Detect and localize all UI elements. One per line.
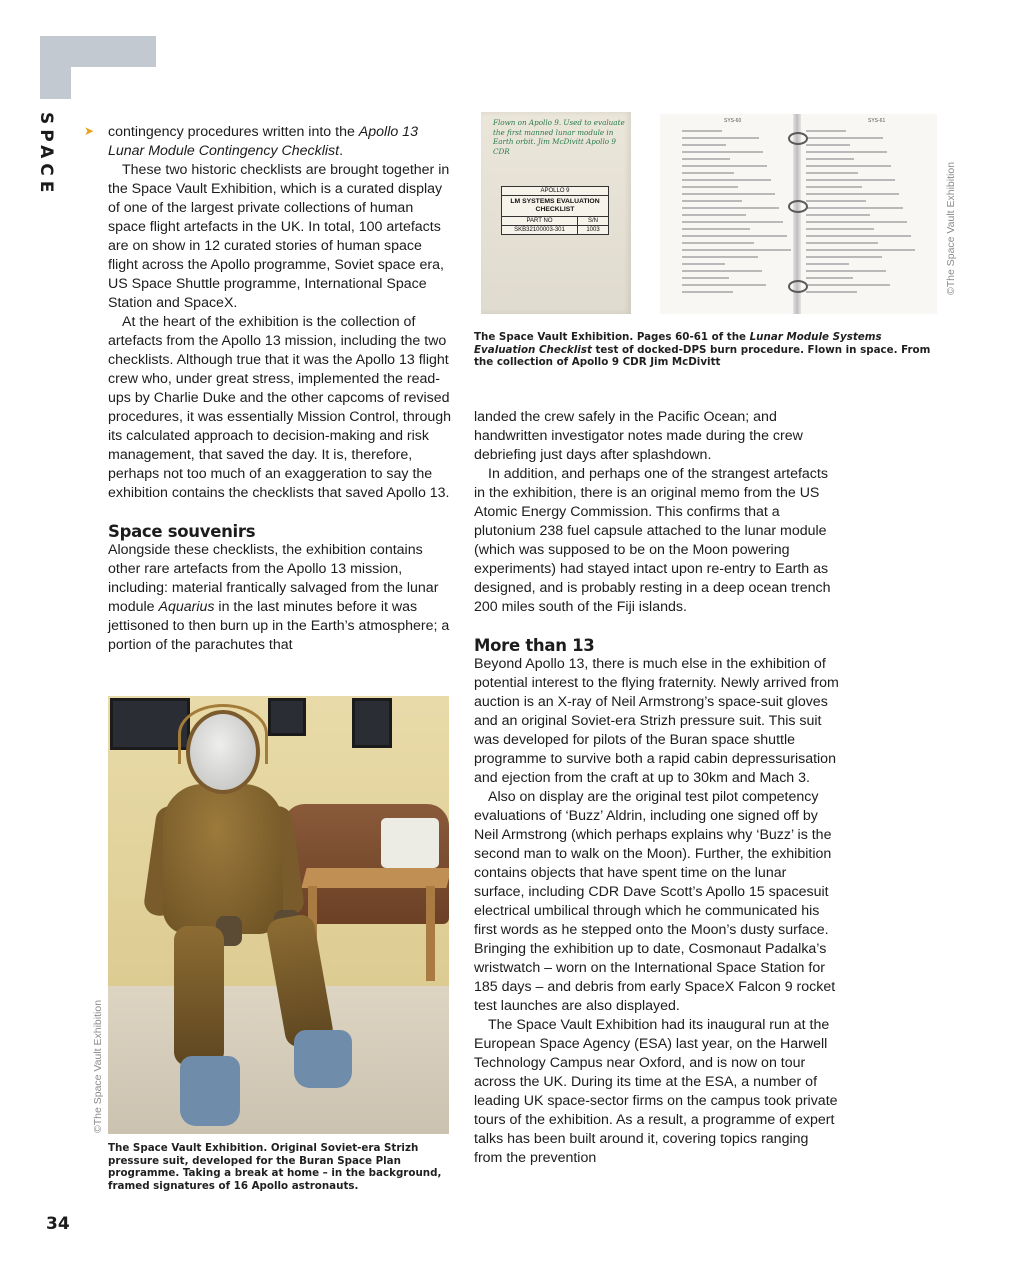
checklist-text-line	[806, 228, 874, 230]
italic-text: Lunar Module Systems Evaluation Checklist	[474, 331, 882, 356]
checklist-text-line	[806, 207, 903, 209]
checklist-text-line	[682, 207, 779, 209]
checklist-right-page	[798, 118, 932, 310]
coffee-table	[301, 868, 449, 888]
text-run: These two historic checklists are brought together in the Space Vault Exhibition, which is a curated display of one of the largest private collections of human space flight artefacts in the UK. In total, 100 artefacts are on show in 12 curated stories of human space flight across the Apollo programme, Soviet space era, US Space Shuttle programme, International Space Station and SpaceX.	[108, 162, 450, 311]
checklist-left-page	[664, 118, 798, 310]
checklist-text-line	[806, 277, 853, 279]
paragraph	[108, 541, 453, 655]
sn-value: 1003	[586, 227, 600, 233]
binder-ring	[788, 280, 808, 293]
continuation-arrow-icon: ➤	[84, 124, 95, 138]
text-run: test of docked-DPS burn procedure. Flown in space. From the collection of Apollo 9 CDR Jim McDivitt	[474, 343, 931, 368]
checklist-title: LM SYSTEMS EVALUATION CHECKLIST	[502, 196, 608, 217]
photo-floor	[108, 986, 449, 1134]
article-column-right	[474, 408, 839, 1168]
checklist-text-line	[806, 284, 890, 286]
text-run: In addition, and perhaps one of the strangest artefacts in the exhibition, there is an original memo from the US Atomic Energy Commission. This confirms that a plutonium 238 fuel capsule attached to the lunar module (which was supposed to be on the Moon powering experiments) had stayed intact upon re-entry to Earth as designed, and is probably resting in a deep ocean trench 200 miles south of the Fiji islands.	[474, 466, 831, 615]
checklist-text-line	[682, 235, 787, 237]
checklist-text-line	[682, 179, 771, 181]
framed-picture	[268, 698, 306, 736]
checklist-text-line	[682, 228, 750, 230]
cushion	[381, 818, 439, 868]
checklist-text-line	[806, 144, 850, 146]
paragraph	[108, 123, 453, 161]
spacesuit-photo	[108, 696, 449, 1134]
suit-torso	[163, 784, 283, 934]
checklist-text-line	[682, 186, 738, 188]
text-run: Also on display are the original test pilot competency evaluations of ‘Buzz’ Aldrin, including one signed off by Neil Armstrong (which perhaps explains why ‘Buzz’ is the second man to walk on the Moon). Further, the exhibition contains objects that have spent time on the lunar surface, including CDR Dave Scott’s Apollo 15 spacesuit electrical umbilical through which he communicated his first words as he stepped onto the Moon’s dusty surface. Bringing the exhibition up to date, Cosmonaut Padalka’s wristwatch – worn on the International Space Station for 185 days – and debris from early SpaceX Falcon 9 rocket test launches are also displayed.	[474, 789, 836, 1014]
right-column-body	[474, 408, 839, 617]
handwritten-note: Flown on Apollo 9. Used to evaluate the first manned lunar module in Earth orbit. Jim McDivitt Apollo 9 CDR	[493, 118, 625, 156]
text-run: The Space Vault Exhibition. Pages 60-61 of the	[474, 331, 750, 343]
checklist-text-line	[806, 165, 891, 167]
checklist-text-line	[806, 249, 915, 251]
checklist-text-line	[806, 221, 907, 223]
text-run: .	[339, 143, 344, 159]
checklist-text-line	[682, 291, 733, 293]
text-run: The Space Vault Exhibition. Original Soviet-era Strizh pressure suit, developed for the Buran Space Plan programme. Taking a break at home – in the background, framed signatures of 16 Apollo astronauts.	[108, 1142, 442, 1192]
checklist-text-line	[806, 151, 887, 153]
checklist-text-line	[806, 186, 862, 188]
page-number: 34	[46, 1214, 70, 1234]
paragraph	[474, 408, 839, 465]
checklist-text-line	[682, 249, 791, 251]
text-run: Beyond Apollo 13, there is much else in the exhibition of potential interest to the flying fraternity. Newly arrived from auction is an X-ray of Neil Armstrong’s space-suit gloves and an original Soviet-era Strizh pressure suit. This suit was developed for pilots of the Buran space shuttle programme to survive both a rapid cabin depressurisation and ejection from the craft at up to 30km and Mach 3.	[474, 656, 839, 786]
suit-boot	[180, 1056, 240, 1126]
checklist-text-line	[806, 158, 854, 160]
checklist-text-line	[682, 193, 775, 195]
text-run: Alongside these checklists, the exhibition contains other rare artefacts from the Apollo 13 mission, including: material frantically salvaged from the lunar module	[108, 542, 439, 615]
checklist-cover-photo	[481, 112, 631, 314]
checklist-text-line	[682, 242, 754, 244]
checklist-text-line	[682, 256, 758, 258]
checklist-text-line	[682, 144, 726, 146]
sn-label: S/N	[587, 218, 598, 224]
paragraph	[474, 788, 839, 1016]
table-leg	[426, 886, 435, 981]
part-no-value: SKB32100003-301	[502, 226, 578, 234]
checklist-text-line	[806, 130, 846, 132]
checklist-mission: APOLLO 9	[502, 187, 608, 196]
checklist-text-line	[806, 263, 849, 265]
binder-ring	[788, 132, 808, 145]
checklist-text-line	[806, 242, 878, 244]
text-run: landed the crew safely in the Pacific Ocean; and handwritten investigator notes made during the crew debriefing just days after splashdown.	[474, 409, 803, 463]
checklist-text-line	[682, 158, 730, 160]
section-label: SPACE	[36, 112, 56, 198]
left-column-body-after-heading	[108, 541, 453, 655]
checklist-text-line	[682, 200, 742, 202]
heading-space-souvenirs: Space souvenirs	[108, 522, 256, 541]
photo-credit-bottom: ©The Space Vault Exhibition	[92, 999, 104, 1133]
checklist-text-line	[682, 130, 722, 132]
checklist-text-line	[682, 263, 725, 265]
helmet	[186, 710, 260, 794]
caption-spacesuit	[108, 1142, 448, 1192]
checklist-text-line	[806, 172, 858, 174]
checklist-text-line	[682, 151, 763, 153]
left-column-body	[108, 123, 453, 503]
checklist-pages-photo	[660, 114, 937, 314]
article-column-left	[108, 123, 453, 655]
checklist-text-line	[682, 221, 783, 223]
paragraph	[108, 313, 453, 503]
paragraph	[474, 465, 839, 617]
checklist-text-line	[806, 270, 886, 272]
checklist-text-line	[682, 214, 746, 216]
part-no-label: PART NO	[502, 217, 578, 225]
checklist-text-line	[682, 270, 762, 272]
checklist-text-line	[806, 291, 857, 293]
checklist-text-line	[806, 193, 899, 195]
checklist-text-line	[806, 235, 911, 237]
right-column-body-after-heading	[474, 655, 839, 1168]
checklist-text-line	[682, 137, 759, 139]
corner-decoration-vertical	[40, 36, 71, 99]
text-run: contingency procedures written into the	[108, 124, 359, 140]
suit-boot	[294, 1030, 352, 1088]
checklist-text-line	[682, 277, 729, 279]
caption-checklist	[474, 331, 944, 369]
checklist-text-line	[806, 137, 883, 139]
text-run: At the heart of the exhibition is the collection of artefacts from the Apollo 13 mission, including the two checklists. Although true that it was the Apollo 13 flight crew who, under great stress, implemented the read-ups by Charlie Duke and the other capcoms of revised procedures, it was essentially Mission Control, through its calculated approach to decision-making and risk management, that saved the day. It is, therefore, perhaps not too much of an exaggeration to say the exhibition contains the checklists that saved Apollo 13.	[108, 314, 452, 501]
checklist-text-line	[806, 256, 882, 258]
checklist-text-line	[682, 172, 734, 174]
checklist-text-line	[806, 214, 870, 216]
paragraph	[474, 655, 839, 788]
italic-text: Apollo 13 Lunar Module Contingency Checklist	[108, 124, 418, 159]
left-page-number: SYS-60	[724, 118, 742, 124]
text-run: The Space Vault Exhibition had its inaugural run at the European Space Agency (ESA) last year, on the Harwell Technology Campus near Oxford, and is now on tour across the UK. During its time at the ESA, a number of leading UK space-sector firms on the campus took private tours of the exhibition. As a result, a programme of expert talks has been built around it, covering topics ranging from the prevention	[474, 1017, 838, 1166]
italic-text: Aquarius	[158, 599, 215, 615]
framed-picture	[352, 698, 392, 748]
checklist-text-line	[682, 284, 766, 286]
suit-leg	[174, 926, 224, 1066]
checklist-text-line	[806, 179, 895, 181]
paragraph	[474, 1016, 839, 1168]
paragraph	[108, 161, 453, 313]
checklist-text-line	[806, 200, 866, 202]
binder-ring	[788, 200, 808, 213]
checklist-label	[501, 186, 609, 235]
photo-credit-top: ©The Space Vault Exhibition	[945, 161, 957, 295]
text-run: in the last minutes before it was jettisoned to then burn up in the Earth’s atmosphere; a portion of the parachutes that	[108, 599, 450, 653]
right-page-number: SYS-61	[868, 118, 886, 124]
heading-more-than-13: More than 13	[474, 636, 595, 655]
checklist-text-line	[682, 165, 767, 167]
